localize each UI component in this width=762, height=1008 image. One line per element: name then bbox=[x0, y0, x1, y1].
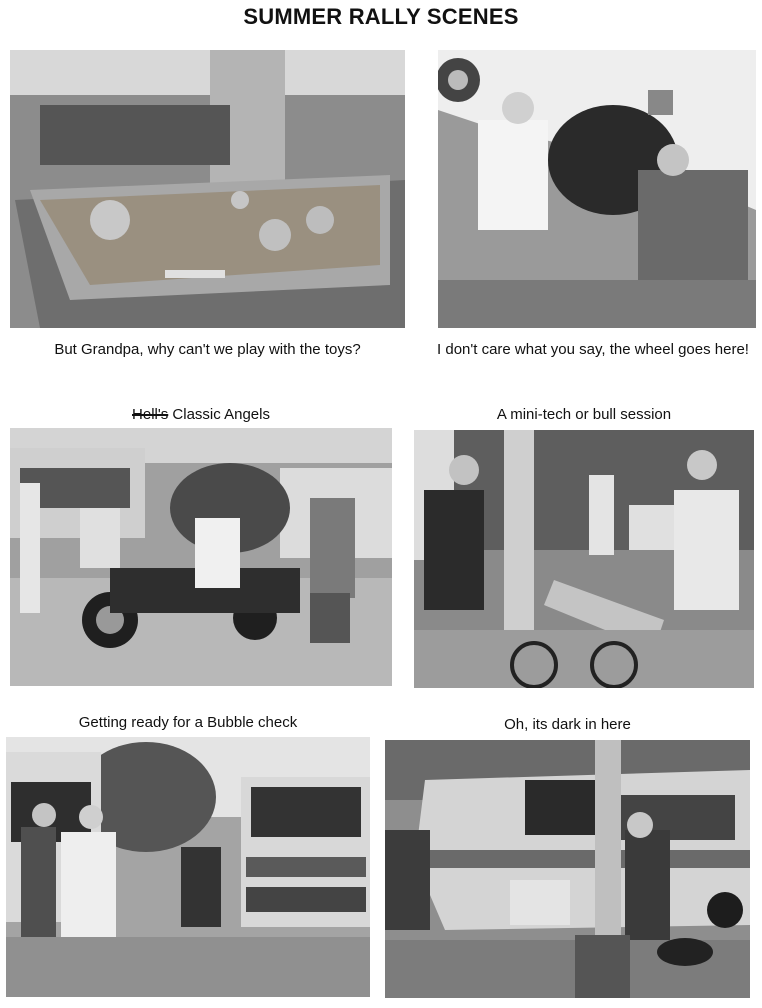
motorcycle-photo bbox=[10, 428, 392, 686]
bubble-check-photo bbox=[6, 737, 370, 997]
wheel-caption: I don't care what you say, the wheel goes here! bbox=[437, 341, 749, 358]
hot-tub-photo bbox=[10, 50, 405, 328]
under-rv-photo bbox=[385, 740, 750, 998]
under-rv-caption: Oh, its dark in here bbox=[504, 716, 631, 733]
motorcycle-caption bbox=[10, 406, 392, 423]
bull-session-photo bbox=[414, 430, 754, 688]
motorcycle-caption-text: Classic Angels bbox=[172, 406, 270, 423]
bubble-check-caption: Getting ready for a Bubble check bbox=[78, 714, 298, 731]
wheel-repair-photo bbox=[438, 50, 756, 328]
hot-tub-caption: But Grandpa, why can't we play with the toys? bbox=[54, 341, 361, 358]
bull-session-caption: A mini-tech or bull session bbox=[496, 406, 672, 423]
page-title: SUMMER RALLY SCENES bbox=[243, 4, 519, 29]
struck-word: Hell's bbox=[132, 406, 169, 423]
